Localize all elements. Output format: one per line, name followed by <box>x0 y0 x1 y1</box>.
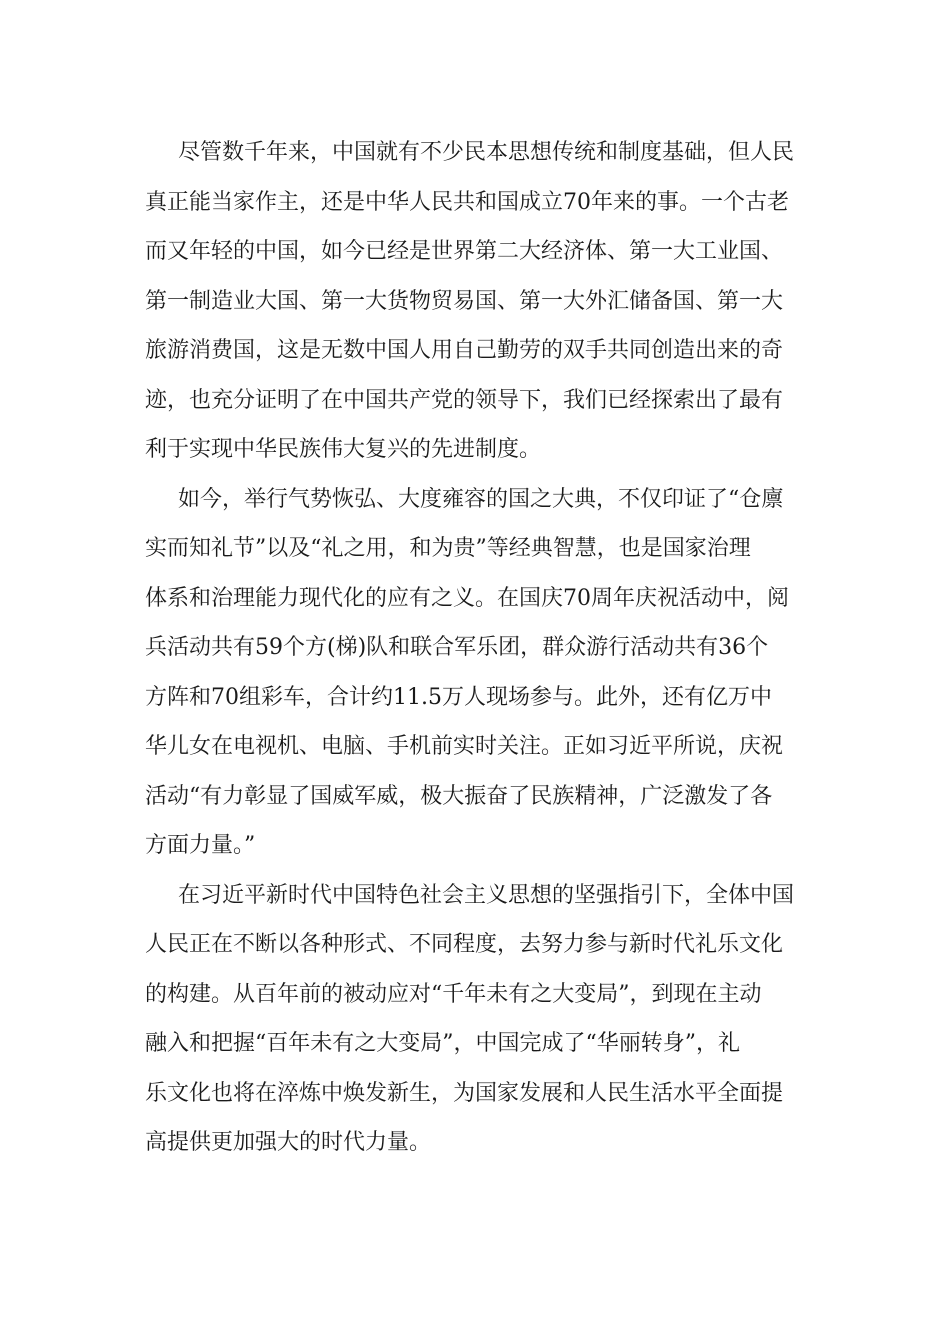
paragraph-line: 高提供更加强大的时代力量。 <box>145 1130 432 1155</box>
paragraph-line: 方阵和70组彩车，合计约11.5万人现场参与。此外，还有亿万中 <box>145 684 772 710</box>
paragraph-line: 人民正在不断以各种形式、不同程度，去努力参与新时代礼乐文化 <box>145 932 784 957</box>
paragraph-line: 的构建。从百年前的被动应对“千年未有之大变局”，到现在主动 <box>145 981 762 1007</box>
paragraph-line: 而又年轻的中国，如今已经是世界第二大经济体、第一大工业国、 <box>145 239 784 264</box>
paragraph-line: 乐文化也将在淬炼中焕发新生，为国家发展和人民生活水平全面提 <box>145 1080 784 1106</box>
paragraph-line: 方面力量。” <box>145 833 256 858</box>
paragraph-line: 兵活动共有59个方(梯)队和联合军乐团，群众游行活动共有36个 <box>145 635 769 660</box>
paragraph-line: 华儿女在电视机、电脑、手机前实时关注。正如习近平所说，庆祝 <box>145 734 784 759</box>
paragraph-line: 旅游消费国，这是无数中国人用自己勤劳的双手共同创造出来的奇 <box>145 338 784 363</box>
paragraph-line: 利于实现中华民族伟大复兴的先进制度。 <box>145 437 542 462</box>
paragraph-line: 尽管数千年来，中国就有不少民本思想传统和制度基础，但人民 <box>178 140 795 165</box>
paragraph-line: 实而知礼节”以及“礼之用，和为贵”等经典智慧，也是国家治理 <box>145 536 751 561</box>
paragraph-line: 融入和把握“百年未有之大变局”，中国完成了“华丽转身”，礼 <box>145 1031 740 1056</box>
paragraph-line: 如今，举行气势恢弘、大度雍容的国之大典，不仅印证了“仓廪 <box>178 486 784 512</box>
paragraph-line: 体系和治理能力现代化的应有之义。在国庆70周年庆祝活动中，阅 <box>145 585 789 611</box>
document-body <box>145 128 805 1168</box>
paragraph-2 <box>145 475 805 871</box>
paragraph-line: 第一制造业大国、第一大货物贸易国、第一大外汇储备国、第一大 <box>145 288 784 314</box>
paragraph-line: 活动“有力彰显了国威军威，极大振奋了民族精神，广泛激发了各 <box>145 783 773 809</box>
paragraph-1 <box>145 128 805 475</box>
paragraph-line: 在习近平新时代中国特色社会主义思想的坚强指引下，全体中国 <box>178 882 795 908</box>
paragraph-line: 迹，也充分证明了在中国共产党的领导下，我们已经探索出了最有 <box>145 387 784 413</box>
paragraph-line: 真正能当家作主，还是中华人民共和国成立70年来的事。一个古老 <box>145 189 789 215</box>
paragraph-3 <box>145 871 805 1168</box>
